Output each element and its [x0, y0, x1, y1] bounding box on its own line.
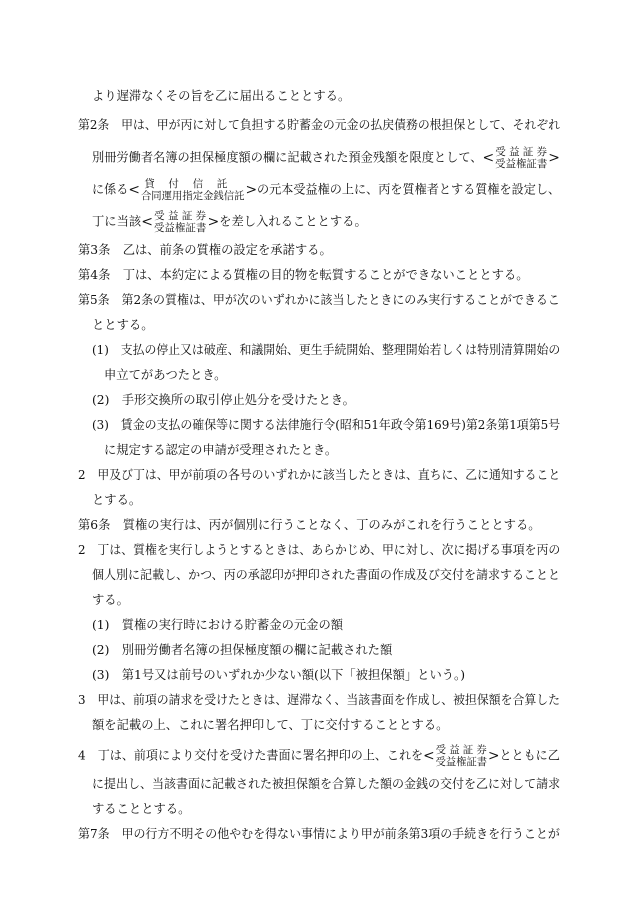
list-item: (3) 賃金の支払の確保等に関する法律施行令(昭和51年政令第169号)第2条第1項第5号	[92, 418, 561, 432]
text-line: に提出し、当該書面に記載された被担保額を合算した額の金銭の交付を乙に対して請求	[92, 777, 561, 791]
open-bracket: <	[128, 182, 140, 198]
stacked-bottom: 受益権証書	[495, 158, 548, 170]
article-3-heading: 第3条 乙は、前条の質権の設定を承諾する。	[78, 243, 332, 257]
text-segment: 4 丁は、前項により交付を受けた書面に署名押印の上、これを	[78, 748, 424, 763]
stacked-top: 受 益 証 券	[435, 744, 487, 756]
text-line-with-stack	[92, 146, 560, 170]
paragraph-3: 3 甲は、前項の請求を受けたときは、遅滞なく、当該書面を作成し、被担保額を合算した	[78, 693, 560, 707]
list-item: (2) 別冊労働者名簿の担保極度額の欄に記載された額	[92, 643, 393, 657]
stacked-top: 受 益 証 券	[495, 146, 548, 158]
stacked-top: 受 益 証 券	[154, 210, 207, 222]
stacked-certificate-term	[154, 210, 207, 234]
close-bracket: >	[548, 150, 560, 166]
article-6-heading: 第6条 質権の実行は、丙が個別に行うことなく、丁のみがこれを行うこととする。	[78, 518, 541, 532]
article-4-heading: 第4条 丁は、本約定による質権の目的物を転質することができないこととする。	[78, 268, 529, 282]
open-bracket: <	[423, 748, 435, 764]
stacked-bottom: 受益権証書	[435, 756, 488, 768]
text-segment: 別冊労働者名簿の担保極度額の欄に記載された預金残額を限度として、	[92, 150, 483, 165]
text-segment: 丁に当該	[92, 214, 142, 229]
text-line: とする。	[92, 493, 142, 507]
paragraph-2: 2 甲及び丁は、甲が前項の各号のいずれかに該当したときは、直ちに、乙に通知すること	[78, 468, 561, 482]
text-line: に規定する認定の申請が受理されたとき。	[104, 443, 338, 457]
text-line: ととする。	[92, 318, 154, 332]
stacked-certificate-term	[436, 744, 487, 768]
text-line: することとする。	[92, 802, 191, 816]
list-item: (1) 支払の停止又は破産、和議開始、更生手続開始、整理開始若しくは特別清算開始の	[92, 343, 561, 357]
text-segment: を差し入れることとする。	[219, 214, 367, 229]
article-7-heading: 第7条 甲の行方不明その他やむを得ない事情により甲が前条第3項の手続きを行うことが	[78, 827, 560, 841]
text-line-with-stack	[92, 178, 560, 202]
paragraph-2: 2 丁は、質権を実行しようとするときは、あらかじめ、甲に対し、次に掲げる事項を丙の	[78, 543, 561, 557]
article-5-heading: 第5条 第2条の質権は、甲が次のいずれかに該当したときにのみ実行することができるこ	[78, 293, 560, 307]
text-line: 個人別に記載し、かつ、丙の承認印が押印された書面の作成及び交付を請求することと	[92, 568, 561, 582]
close-bracket: >	[488, 748, 500, 764]
text-line: 額を記載の上、これに署名押印して、丁に交付することとする。	[92, 718, 449, 732]
close-bracket: >	[245, 182, 258, 198]
open-bracket: <	[482, 150, 495, 166]
stacked-top: 貸付信託	[144, 178, 242, 190]
stacked-certificate-term	[495, 146, 547, 170]
list-item: (2) 手形交換所の取引停止処分を受けたとき。	[92, 393, 355, 407]
open-bracket: <	[141, 214, 153, 230]
paragraph-4-with-stack	[78, 744, 560, 768]
list-item: (1) 質権の実行時における貯蓄金の元金の額	[92, 618, 344, 632]
list-item: (3) 第1号又は前号のいずれか少ない額(以下「被担保額」という。)	[92, 668, 466, 682]
stacked-bottom: 合同運用指定金銭信託	[140, 190, 245, 202]
close-bracket: >	[207, 214, 220, 230]
text-line: 申立てがあつたとき。	[104, 368, 227, 382]
text-line: より遅滞なくその旨を乙に届出ることとする。	[92, 89, 351, 103]
text-segment: の元本受益権の上に、丙を質権者とする質権を設定し、	[257, 182, 561, 197]
article-2-heading: 第2条 甲は、甲が丙に対して負担する貯蓄金の元金の払戻債務の根担保として、それぞれ	[78, 118, 560, 132]
stacked-trust-term	[141, 178, 245, 202]
stacked-bottom: 受益権証書	[153, 222, 207, 234]
text-line: する。	[92, 593, 129, 607]
text-segment: に係る	[92, 182, 129, 197]
text-line-with-stack	[92, 210, 367, 234]
text-segment: とともに乙	[499, 748, 560, 763]
